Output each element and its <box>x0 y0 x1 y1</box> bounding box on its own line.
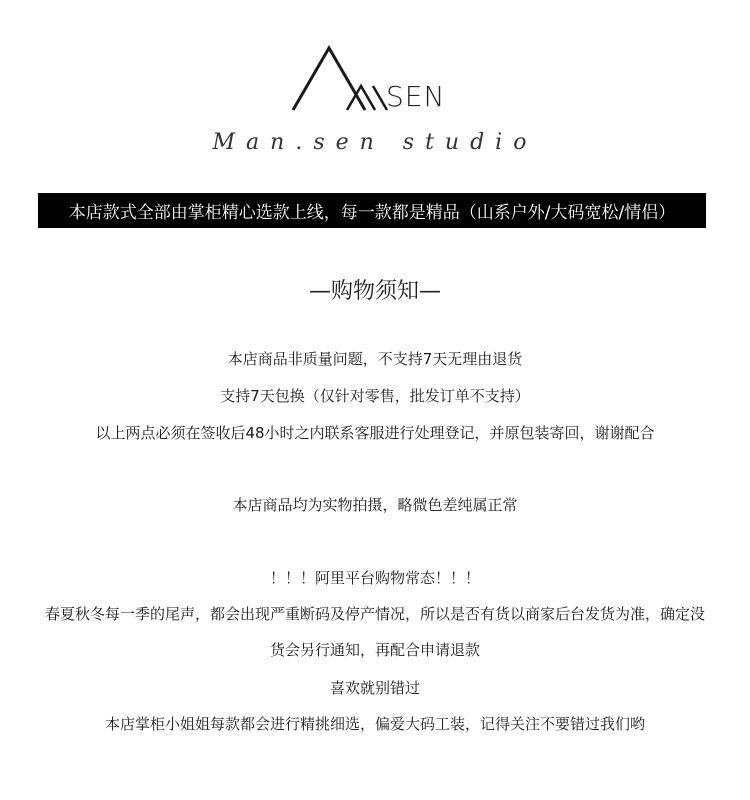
brand-logo-text: SEN <box>386 80 446 113</box>
mountain-logo-icon <box>285 40 395 115</box>
notice-line: 本店商品均为实物拍摄，略微色差纯属正常 <box>232 496 518 514</box>
brand-logo <box>0 40 750 120</box>
notice-title: —购物须知— <box>308 279 441 304</box>
notice-line: 春夏秋冬每一季的尾声，都会出现严重断码及停产情况，所以是否有货以商家后台发货为准，确定没 <box>44 605 705 623</box>
notice-line: 本店商品非质量问题，不支持7天无理由退货 <box>227 350 523 368</box>
notice-line: 本店掌柜小姐姐每款都会进行精挑细选，偏爱大码工装，记得关注不要错过我们哟 <box>104 715 645 733</box>
store-banner: 本店款式全部由掌柜精心选款上线，每一款都是精品（山系户外/大码宽松/情侣） <box>38 193 706 228</box>
brand-tagline: Man.sen studio <box>212 130 538 155</box>
notice-line: 货会另行通知，再配合申请退款 <box>269 641 480 659</box>
notice-line: 喜欢就别错过 <box>329 679 420 697</box>
notice-line: 以上两点必须在签收后48小时之内联系客服进行处理登记，并原包装寄回，谢谢配合 <box>95 424 655 442</box>
notice-line: 支持7天包换（仅针对零售，批发订单不支持） <box>220 387 530 405</box>
notice-line: ！！！阿里平台购物常态！！！ <box>269 569 480 587</box>
